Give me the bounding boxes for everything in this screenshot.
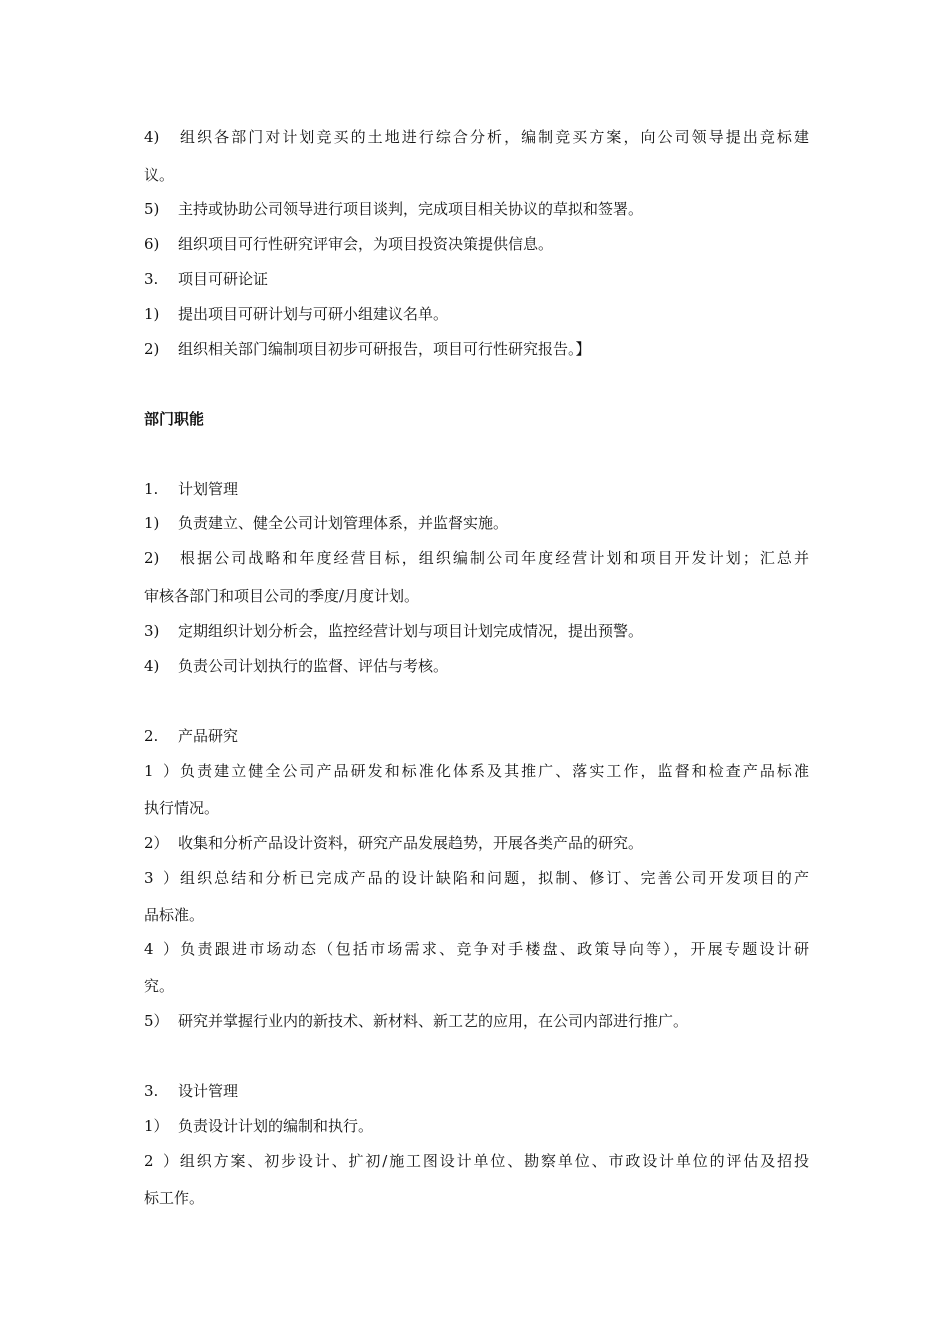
page-heading: 部门职能 [144,410,205,428]
item-text: 负责设计计划的编制和执行。 [178,1117,374,1135]
list-item [144,655,809,677]
item-text: 负责公司计划执行的监督、评估与考核。 [178,657,449,675]
item-number: 4) [144,657,160,675]
item-number: 2) [144,340,160,358]
list-item [144,760,809,782]
section-number: 2. [144,727,159,745]
item-text: 究。 [144,977,175,995]
item-number: 4） [144,940,178,958]
item-text: 定期组织计划分析会，监控经营计划与项目计划完成情况，提出预警。 [178,622,644,640]
section-title [144,478,809,500]
section-title-text: 计划管理 [178,480,239,498]
list-item [144,126,809,148]
list-item [144,512,809,534]
list-item [144,620,809,642]
item-number: 2) [144,549,160,567]
section-number: 3. [144,1082,159,1100]
section-number: 3. [144,270,159,288]
item-text: 负责跟进市场动态（包括市场需求、竞争对手楼盘、政策导向等），开展专题设计研 [178,940,809,958]
list-item-continuation [144,164,809,186]
item-text: 组织各部门对计划竞买的土地进行综合分析，编制竞买方案，向公司领导提出竞标建 [178,128,809,146]
list-item [144,338,809,360]
item-number: 1) [144,305,160,323]
list-item [144,867,809,889]
list-item [144,1150,809,1172]
item-text: 研究并掌握行业内的新技术、新材料、新工艺的应用，在公司内部进行推广。 [178,1012,689,1030]
section-title [144,268,809,290]
list-item [144,547,809,569]
list-item [144,1010,809,1032]
section-number: 1. [144,480,159,498]
item-text: 组织总结和分析已完成产品的设计缺陷和问题，拟制、修订、完善公司开发项目的产 [178,869,809,887]
item-text: 组织相关部门编制项目初步可研报告，项目可行性研究报告。】 [178,340,591,358]
item-text: 执行情况。 [144,799,220,817]
list-item [144,303,809,325]
section-title [144,1080,809,1102]
list-item-continuation [144,904,809,926]
item-text: 负责建立、健全公司计划管理体系，并监督实施。 [178,514,509,532]
item-text: 收集和分析产品设计资料，研究产品发展趋势，开展各类产品的研究。 [178,834,644,852]
item-text: 组织项目可行性研究评审会，为项目投资决策提供信息。 [178,235,554,253]
section-title-text: 项目可研论证 [178,270,269,288]
item-number: 2） [144,834,169,852]
item-number: 6) [144,235,160,253]
list-item-continuation [144,797,809,819]
item-text: 品标准。 [144,906,205,924]
item-number: 3） [144,869,178,887]
item-text: 主持或协助公司领导进行项目谈判，完成项目相关协议的草拟和签署。 [178,200,644,218]
list-item-continuation [144,1187,809,1209]
list-item [144,832,809,854]
section-title-text: 设计管理 [178,1082,239,1100]
item-number: 1) [144,514,160,532]
item-number: 1） [144,1117,169,1135]
item-number: 3) [144,622,160,640]
item-text: 根据公司战略和年度经营目标，组织编制公司年度经营计划和项目开发计划；汇总并 [178,549,809,567]
section-title [144,725,809,747]
item-number: 4) [144,128,160,146]
item-text: 提出项目可研计划与可研小组建议名单。 [178,305,449,323]
list-item-continuation [144,975,809,997]
list-item-continuation [144,585,809,607]
item-number: 2） [144,1152,178,1170]
item-text: 议。 [144,166,175,184]
item-text: 审核各部门和项目公司的季度/月度计划。 [144,587,420,605]
list-item [144,198,809,220]
item-number: 5） [144,1012,169,1030]
list-item [144,233,809,255]
item-number: 5) [144,200,160,218]
item-number: 1） [144,762,178,780]
item-text: 组织方案、初步设计、扩初/施工图设计单位、勘察单位、市政设计单位的评估及招投 [178,1152,809,1170]
section-title-text: 产品研究 [178,727,239,745]
item-text: 标工作。 [144,1189,205,1207]
list-item [144,938,809,960]
item-text: 负责建立健全公司产品研发和标准化体系及其推广、落实工作，监督和检查产品标准 [178,762,809,780]
list-item [144,1115,809,1137]
